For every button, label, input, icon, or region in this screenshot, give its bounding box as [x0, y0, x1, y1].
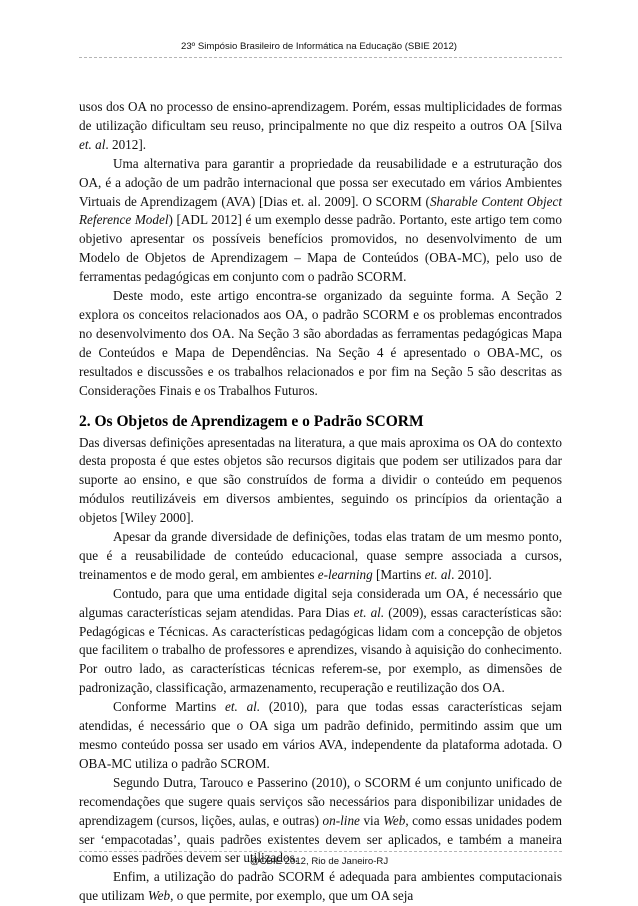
paragraph-reusability	[79, 528, 562, 585]
text-run: Enfim, a utilização do padrão SCORM é adequada para ambientes computacionais que utilizam	[79, 869, 562, 904]
text-run: Das diversas definições apresentadas na literatura, a que mais aproxima os OA do contexto desta proposta é que estes objetos são recursos digitais que podem ser utilizados para dar suporte ao ensino, e que são construídos de forma a dividir o conteúdo em pequenos módulos reutilizáveis em diversos ambientes, seguindo os princípios da orientação a objetos [Wiley 2000].	[79, 434, 562, 526]
text-run: [Martins	[372, 566, 425, 582]
italic-run: Web	[147, 888, 171, 904]
text-run: Segundo Dutra, Tarouco e Passerino (2010), o SCORM é um conjunto unificado de recomendações que sugere quais serviços são necessários para disponibilizar unidades de aprendizagem (cursos, lições, aulas, e outras)	[79, 774, 562, 828]
text-run: Conforme Martins	[113, 699, 226, 715]
text-run: . 2010].	[451, 566, 492, 582]
paragraph-conclusion	[79, 868, 562, 906]
paragraph-characteristics	[79, 585, 562, 698]
italic-run: et. al.	[225, 699, 261, 715]
header-rule	[79, 57, 562, 58]
italic-run: Web	[383, 812, 406, 828]
text-run: Uma alternativa para garantir a propriedade da reusabilidade e a estruturação dos OA, é a adoção de um padrão internacional que possa ser executado em vários Ambientes Virtuais de Aprendizagem (AVA) [Dias et. al. 2009]. O SCORM (	[79, 155, 562, 209]
text-run: (2010), para que todas essas características sejam atendidas, é necessário que o OA siga um padrão definido, permitindo assim que um mesmo conteúdo possa ser usado em vários AVA, independente da plataforma adotada. O OBA-MC utiliza o padrão SCROM.	[79, 699, 562, 771]
paragraph-scorm-definition	[79, 774, 562, 869]
italic-run: Sharable Content Object Reference Model	[79, 193, 563, 228]
text-run: Contudo, para que uma entidade digital seja considerada um OA, é necessário que algumas características sejam atendidas. Para Dias	[79, 585, 562, 620]
italic-run: et. al	[79, 136, 106, 152]
section-heading: 2. Os Objetos de Aprendizagem e o Padrão SCORM	[79, 412, 424, 430]
italic-run: et. al.	[353, 604, 385, 620]
text-run: via	[359, 812, 384, 828]
text-run: Deste modo, este artigo encontra-se organizado da seguinte forma. A Seção 2 explora os conceitos relacionados aos OA, o padrão SCORM e os problemas encontrados no desenvolvimento dos OA. Na Seção 3 são abordadas as ferramentas pedagógicas Mapa de Conteúdos e Mapa de Dependências. Na Seção 4 é apresentado o OBA-MC, os resultados e discussões e os trabalhos relacionados e por fim na Seção 5 são descritas as Considerações Finais e os Trabalhos Futuros.	[79, 288, 562, 398]
text-run: , como essas unidades podem ser ‘empacotadas’, quais padrões existentes devem ser aplicados, e também a maneira como esses padrões devem ser utilizados.	[79, 812, 562, 866]
running-foot: @CBIE 2012, Rio de Janeiro-RJ	[249, 856, 389, 867]
text-run: usos dos OA no processo de ensino-aprendizagem. Porém, essas multiplicidades de formas de utilização dificultam seu reuso, principalmente no que diz respeito a outros OA [Silva	[79, 99, 562, 133]
italic-run: on-line	[322, 812, 360, 828]
paragraph-oa-definition	[79, 434, 562, 529]
text-run: ) [ADL 2012] é um exemplo desse padrão. Portanto, este artigo tem como objetivo apresentar os possíveis benefícios promovidos, no desenvolvimento de um Modelo de Objetos de Aprendizagem – Mapa de Conteúdos (OBA-MC), pelo uso de ferramentas pedagógicas em conjunto com o padrão SCORM.	[79, 212, 562, 285]
body-text	[79, 98, 562, 906]
italic-run: et. al	[424, 566, 452, 582]
footer-rule	[79, 851, 562, 852]
text-run: , o que permite, por exemplo, que um OA seja	[170, 888, 414, 904]
text-run: Apesar da grande diversidade de definições, todas elas tratam de um mesmo ponto, que é a reusabilidade de conteúdo educacional, quase sempre associada a cursos, treinamentos e de modo geral, em ambientes	[79, 529, 562, 582]
paragraph-standard	[79, 698, 562, 774]
paragraph-article-organization	[79, 287, 562, 400]
paragraph-scorm-alternative	[79, 155, 562, 287]
italic-run: e-learning	[317, 566, 373, 582]
text-run: . 2012].	[105, 136, 147, 152]
running-head: 23º Simpósio Brasileiro de Informática na Educação (SBIE 2012)	[180, 41, 457, 52]
paragraph-intro-continuation	[79, 98, 562, 155]
text-run: (2009), essas características são: Pedagógicas e Técnicas. As características pedagógicas lidam com a concepção de objetos que facilitem o trabalho de professores e aprendizes, visando à aquisição do conhecimento. Por outro lado, as características técnicas referem-se, por exemplo, as dimensões de padronização, classificação, armazenamento, recuperação e reutilização dos OA.	[79, 604, 562, 696]
